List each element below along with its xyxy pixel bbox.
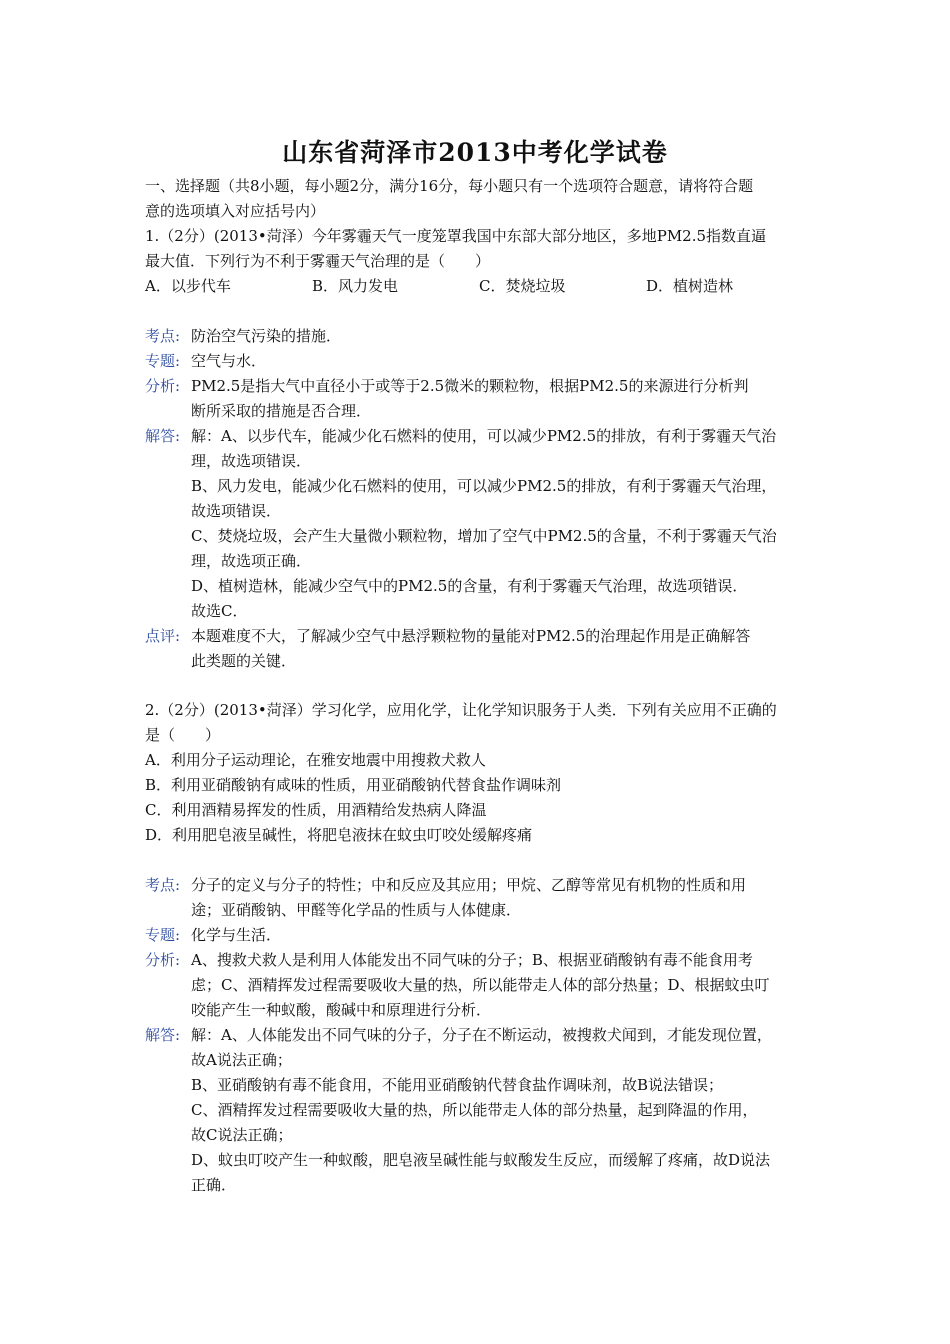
q1-option-c: C．焚烧垃圾 bbox=[479, 277, 566, 295]
q2-option-a: A．利用分子运动理论，在雅安地震中用搜救犬救人 bbox=[145, 751, 486, 769]
q2-jieda-line: 故A说法正确； bbox=[191, 1051, 292, 1069]
q1-fenxi bbox=[145, 374, 813, 424]
q2-option-d: D．利用肥皂液呈碱性，将肥皂液抹在蚊虫叮咬处缓解疼痛 bbox=[145, 826, 533, 844]
q2-jieda-line: 故C说法正确； bbox=[191, 1126, 293, 1144]
q1-jieda-line: C、焚烧垃圾，会产生大量微小颗粒物，增加了空气中PM2.5的含量，不利于雾霾天气治 bbox=[191, 527, 777, 545]
q2-stem-line: 2.（2分）(2013•菏泽）学习化学，应用化学，让化学知识服务于人类．下列有关应用不正确的 bbox=[145, 701, 777, 719]
dianping-label: 点评: bbox=[145, 627, 181, 645]
q1-option-b: B．风力发电 bbox=[312, 277, 399, 295]
q1-dianping-line: 此类题的关键． bbox=[191, 652, 297, 670]
q1-stem-line: 1.（2分）(2013•菏泽）今年雾霾天气一度笼罩我国中东部大部分地区，多地PM2.5指数直逼 bbox=[145, 227, 767, 245]
q2-kaodian bbox=[145, 873, 813, 923]
fenxi-label: 分析: bbox=[145, 377, 181, 395]
q2-jieda-line: 正确． bbox=[191, 1176, 237, 1194]
q1-zhuanti-line: 空气与水． bbox=[191, 352, 267, 370]
q2-fenxi-line: A、搜救犬救人是利用人体能发出不同气味的分子；B、根据亚硝酸钠有毒不能食用考 bbox=[191, 951, 753, 969]
q2-fenxi-line: 虑；C、酒精挥发过程需要吸收大量的热，所以能带走人体的部分热量；D、根据蚊虫叮 bbox=[191, 976, 770, 994]
q1-jieda-line: 理，故选项正确． bbox=[191, 552, 312, 570]
q1-dianping bbox=[145, 624, 813, 674]
section-line: 意的选项填入对应括号内） bbox=[145, 202, 326, 220]
kaodian-label: 考点: bbox=[145, 876, 181, 894]
q1-zhuanti bbox=[145, 349, 813, 374]
section-line: 一、选择题（共8小题，每小题2分，满分16分，每小题只有一个选项符合题意，请将符合题 bbox=[145, 177, 754, 195]
q2-stem-line: 是（ ） bbox=[145, 726, 221, 744]
fenxi-label: 分析: bbox=[145, 951, 181, 969]
jieda-label: 解答: bbox=[145, 427, 181, 445]
q1-options bbox=[145, 274, 813, 299]
q2-kaodian-line: 分子的定义与分子的特性；中和反应及其应用；甲烷、乙醇等常见有机物的性质和用 bbox=[191, 876, 747, 894]
question-2 bbox=[145, 698, 813, 1198]
q1-jieda-line: B、风力发电，能减少化石燃料的使用，可以减少PM2.5的排放，有利于雾霾天气治理， bbox=[191, 477, 777, 495]
jieda-label: 解答: bbox=[145, 1026, 181, 1044]
q1-dianping-line: 本题难度不大，了解减少空气中悬浮颗粒物的量能对PM2.5的治理起作用是正确解答 bbox=[191, 627, 751, 645]
q1-fenxi-line: PM2.5是指大气中直径小于或等于2.5微米的颗粒物，根据PM2.5的来源进行分析判 bbox=[191, 377, 749, 395]
q2-fenxi-line: 咬能产生一种蚁酸，酸碱中和原理进行分析． bbox=[191, 1001, 492, 1019]
q2-zhuanti bbox=[145, 923, 813, 948]
q2-kaodian-line: 途；亚硝酸钠、甲醛等化学品的性质与人体健康． bbox=[191, 901, 522, 919]
q2-jieda-line: D、蚊虫叮咬产生一种蚁酸，肥皂液呈碱性能与蚁酸发生反应，而缓解了疼痛，故D说法 bbox=[191, 1151, 771, 1169]
q1-option-d: D．植树造林 bbox=[646, 277, 734, 295]
q1-option-a: A．以步代车 bbox=[145, 277, 231, 295]
q1-jieda-line: 解：A、以步代车，能减少化石燃料的使用，可以减少PM2.5的排放，有利于雾霾天气治 bbox=[191, 427, 777, 445]
q2-jieda bbox=[145, 1023, 813, 1198]
q1-kaodian bbox=[145, 324, 813, 349]
q1-jieda bbox=[145, 424, 813, 624]
q2-jieda-line: 解：A、人体能发出不同气味的分子，分子在不断运动，被搜救犬闻到，才能发现位置， bbox=[191, 1026, 772, 1044]
q1-fenxi-line: 断所采取的措施是否合理． bbox=[191, 402, 372, 420]
zhuanti-label: 专题: bbox=[145, 352, 181, 370]
q1-jieda-line: D、植树造林，能减少空气中的PM2.5的含量，有利于雾霾天气治理，故选项错误． bbox=[191, 577, 748, 595]
kaodian-label: 考点: bbox=[145, 327, 181, 345]
q1-kaodian-line: 防治空气污染的措施． bbox=[191, 327, 342, 345]
q1-jieda-line: 故选C． bbox=[191, 602, 248, 620]
zhuanti-label: 专题: bbox=[145, 926, 181, 944]
section-header bbox=[145, 174, 813, 224]
question-1 bbox=[145, 224, 813, 674]
q2-zhuanti-line: 化学与生活． bbox=[191, 926, 282, 944]
q2-fenxi bbox=[145, 948, 813, 1023]
q1-jieda-line: 故选项错误． bbox=[191, 502, 282, 520]
page-title: 山东省菏泽市2013中考化学试卷 bbox=[282, 138, 668, 167]
q1-stem-line: 最大值．下列行为不利于雾霾天气治理的是（ ） bbox=[145, 252, 491, 270]
q2-option-c: C．利用酒精易挥发的性质，用酒精给发热病人降温 bbox=[145, 801, 487, 819]
q2-jieda-line: C、酒精挥发过程需要吸收大量的热，所以能带走人体的部分热量，起到降温的作用， bbox=[191, 1101, 758, 1119]
q2-option-b: B．利用亚硝酸钠有咸味的性质，用亚硝酸钠代替食盐作调味剂 bbox=[145, 776, 562, 794]
q1-jieda-line: 理，故选项错误． bbox=[191, 452, 312, 470]
q2-jieda-line: B、亚硝酸钠有毒不能食用，不能用亚硝酸钠代替食盐作调味剂，故B说法错误； bbox=[191, 1076, 724, 1094]
